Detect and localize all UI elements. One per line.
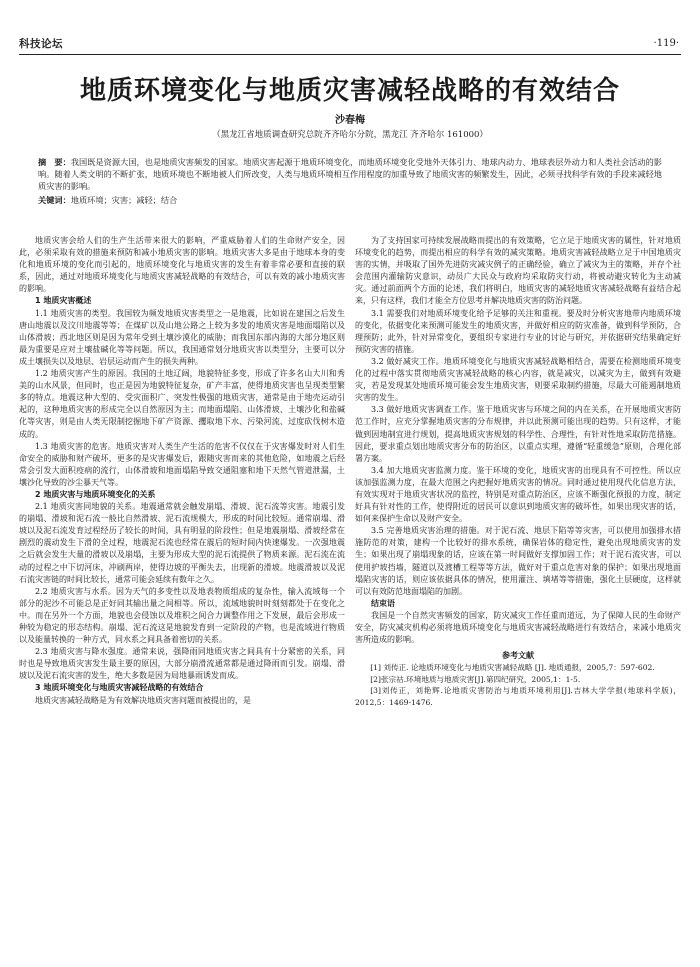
section-heading: 2 地质灾害与地质环境变化的关系 [35, 489, 156, 499]
left-column [19, 235, 345, 707]
keywords-text: 地质环境；灾害；减轻；结合 [70, 195, 178, 205]
paragraph: 2.1 地质灾害同地貌的关系。地震通常就会触发崩塌、滑坡、泥石流等灾害。地震引发的崩塌、滑坡和泥石流一般比自然滑坡、泥石流规模大，形成的时间比较短。通常崩塌、滑坡以及泥石流发育过程经历了较长的时间，具有明显的阶段性；但是地震崩塌、滑坡经常在剧烈的震动发生下滑的全过程，地震泥石流也经常在震后的短时间内快速爆发。一次强地震之后就会发生大量的滑坡以及崩塌，主要为形成大型的泥石流提供了物质来源。泥石流在流动的过程之中下切河床，冲刷两岸，使得边坡的平衡失去，出现新的滑坡。地震滑坡以及泥石流灾害链的时间比较长，通常可能会延续有数年之久。 [19, 502, 345, 584]
paragraph: 2.3 地质灾害与降水强度。通常来说，强降雨同地质灾害之间具有十分紧密的关系，同时也是导致地质灾害发生最主要的原因，大部分崩滑流通常都是通过降雨而引发。崩塌、滑坡以及泥石流灾害的发生，绝大多数是因为局地暴雨诱发而成。 [19, 647, 345, 681]
abstract-text: 我国既是资源大国，也是地质灾害频发的国家。地质灾害起源于地质环境变化，而地质环境变化受地外天体引力、地球内动力、地球表层外动力和人类社会活动的影响。随着人类文明的不断扩张，地质环境也不断地被人们所改变，人类与地质环境相互作用程度的加重导致了地质灾害的频繁发生，因此，必须寻找科学有效的手段来减轻地质灾害的影响。 [38, 157, 662, 191]
reference-item: [2]张宗祜.环境地质与地质灾害[J].第四纪研究，2005,1：1-5. [370, 674, 581, 684]
paragraph: 3.1 需要我们对地质环境变化给予足够的关注和重视。要及时分析灾害地带内地质环境的变化，依据变化来预测可能发生的地质灾害，并做好相应的防灾准备，做到科学预防，合理预防；此外，针对异常变化，要组织专家进行专业的讨论与研究，并依据研究结果确定好预防灾害的措施。 [355, 308, 681, 354]
paragraph: 2.2 地质灾害与水系。因为天气的多变性以及地表物质组成的复杂性，输入流域每一个部分的泥沙不可能总是正好同其输出量之间相等。所以，流域地貌时时刻刻都处于在变化之中。而在另外一个方面，地貌也会侵蚀以及堆积之间合力调整作用之下发展，最后会形成一种较为稳定的形态结构。崩塌、泥石流这是地貌发育到一定阶段的产物，也是流域进行物质以及能量转换的一种方式，同水系之间具备着密切的关系。 [19, 586, 345, 645]
paragraph: 1.1 地质灾害的类型。我国较为频发地质灾害类型之一是地震，比如说在建国之后发生唐山地震以及汶川地震等等；在煤矿以及山地公路之上较为多发的地质灾害是地面塌陷以及山体滑坡；西北地区则是因为常年受到土壤沙漠化的威胁；而我国东部内海的大部分地区则最为重要是应对土壤盐碱化等等问题。所以，我国通常划分地质灾害以类型分，主要可以分成土壤损失以及地层、岩层运动而产生的损失两种。 [19, 308, 345, 366]
abstract-label: 摘 要： [38, 157, 71, 167]
section-heading: 3 地质环境变化与地质灾害减轻战略的有效结合 [35, 683, 204, 693]
paragraph: 3.5 完善地质灾害治理的措施。对于泥石流、地层下陷等等灾害，可以使用加强排水措施防范的对策，建构一个比较好的排水系统，确保岩体的稳定性，避免出现地质灾害的发生；如果出现了崩塌现象的话，应该在第一时间做好支撑加固工作；对于泥石流灾害，可以使用护坡挡墙，隧道以及渡槽工程等等方法，做好对于重点危害对象的保护；如果出现地面塌陷灾害的话，则应该依据具体的情况，使用灌注、填堵等等措施，强化土层硬度，这样就可以有效防范地面塌陷的加剧。 [355, 526, 681, 596]
paragraph: 3.3 做好地质灾害调查工作。鉴于地质灾害与环境之间的内在关系，在开展地质灾害防范工作时，应充分掌握地质灾害的分布规律，并以此预测可能出现的趋势。只有这样，才能做到因地制宜进行规划，提高地质灾害规划的科学性、合理性，有针对性地采取防范措施。因此，要求重点划出地质灾害分布的防治区，以重点实理，遵循“轻重缓急”原则，合理化部署方案。 [355, 405, 681, 463]
reference-item: [3]刘传正，刘艳辉.论地质灾害防治与地质环境利用[J].吉林大学学报(地球科学版)，2012,5：1469-1476. [355, 686, 681, 707]
right-column [355, 235, 681, 708]
conclusion-heading: 结束语 [371, 598, 395, 608]
paragraph: 地质灾害会给人们的生产生活带来很大的影响，严重威胁着人们的生命财产安全，因此，必须采取有效的措施来预防和减小地质灾害的影响。地质灾害大多是由于地球本身的变化和地质环境的变化而引起的，地质环境变化与地质灾害的发生有着非常必要和直接的联系，因此，通过对地质环境变化与地质灾害减轻战略的有效结合，可以有效的减小地质灾害的影响。 [19, 236, 345, 294]
paragraph: 我国是一个自然灾害频发的国家，防灾减灾工作任重而道远，为了保障人民的生命财产安全，防灾减灾机构必须将地质环境变化与地质灾害减轻战略进行有效结合，来减小地质灾害所造成的影响。 [355, 610, 681, 645]
author-affiliation: （黑龙江省地质调查研究总院齐齐哈尔分院，黑龙江 齐齐哈尔 161000） [212, 130, 488, 140]
section-heading: 1 地质灾害概述 [35, 296, 92, 306]
article-title: 地质环境变化与地质灾害减轻战略的有效结合 [79, 76, 620, 106]
abstract-block [38, 156, 662, 206]
page-number: ·119· [653, 38, 679, 49]
references-heading: 参考文献 [502, 651, 534, 661]
header-rule [19, 54, 681, 55]
author-name: 沙春梅 [335, 115, 365, 126]
paragraph: 3.2 做好减灾工作。地质环境变化与地质灾害减轻战略相结合，需要在检测地质环境变化的过程中落实贯彻地质灾害减轻战略的核心内容，就是减灾，以减灾为主，做到有效避灾，若是发现某处地质环境可能会发生地质灾害，则要采取制约措施，尽最大可能遏制地质灾害的发生。 [355, 356, 681, 403]
keywords-label: 关键词： [38, 195, 71, 205]
abstract-text-row [38, 156, 662, 192]
journal-section-label: 科技论坛 [19, 38, 63, 50]
paragraph: 地质灾害减轻战略是为有效解决地质灾害问题而被提出的，是 [35, 695, 251, 705]
paragraph: 3.4 加大地质灾害监测力度。鉴于环境的变化，地质灾害的出现具有不可控性。所以应该加强监测力度，在最大范围之内把握好地质灾害的情况。同时通过使用现代化信息方法，有效实现对于地质灾害状况的监控，特别是对重点防治区，应该不断强化预报的力度，制定好具有针对性的工作，使得附近的居民可以意识到地质灾害的破坏性，如果出现灾害的话，如何来保护生命以及财产安全。 [355, 465, 681, 524]
paragraph: 为了支持国家可持续发展战略而提出的有效策略，它立足于地质灾害的属性，针对地质环境变化的趋势，而提出相应的科学有效的减灾策略。地质灾害减轻战略立足于中国地质灾害的实情，并吸取了国外先进防灾减灾例子的正确经验，确立了减灾为主的策略，并存个社会范围内灌输防灾意识，动员广大民众与政府均采取防灾行动，将被动避灾转化为主动减灾。通过前面两个方面的论述，我们将明白，地质灾害的减轻地质灾害减轻战略有益结合起来，只有这样，我们才能全方位思考并解决地质灾害的防治问题。 [355, 236, 681, 306]
paragraph: 1.2 地质灾害产生的原因。我国的土地辽阔，地貌特征多变，形成了许多名山大川和秀美的山水风景，但同时，也正是因为地貌特征复杂，矿产丰富，使得地质灾害也呈现类型繁多的特点。地震这种大型的、受灾面积广、突发性极强的地质灾害，通常是由于地壳运动引起的，这种地质灾害的形成完全以自然原因为主；而地面塌陷、山体滑坡、土壤沙化和盐碱化等灾害，则是由人类无限制挖掘地下矿产资源、攫取地下水、污染河流、过度砍伐树木造成的。 [19, 369, 345, 439]
reference-item: [1] 刘传正. 论地质环境变化与地质灾害减轻战略 [J]. 地质通报，2005,7：597-602. [370, 663, 655, 673]
paragraph: 1.3 地质灾害的危害。地质灾害对人类生产生活的危害不仅仅在于灾害爆发时对人们生命安全的威胁和财产破坏，更多的是灾害爆发后，跟随灾害而来的其他危险，如地震之后经常会引发大面积疫病的流行，山体滑坡和地面塌陷导致交通阻塞和地下天然气管道泄漏，土壤沙化导致的沙尘暴天气等。 [19, 441, 345, 487]
keywords-row [38, 194, 662, 206]
